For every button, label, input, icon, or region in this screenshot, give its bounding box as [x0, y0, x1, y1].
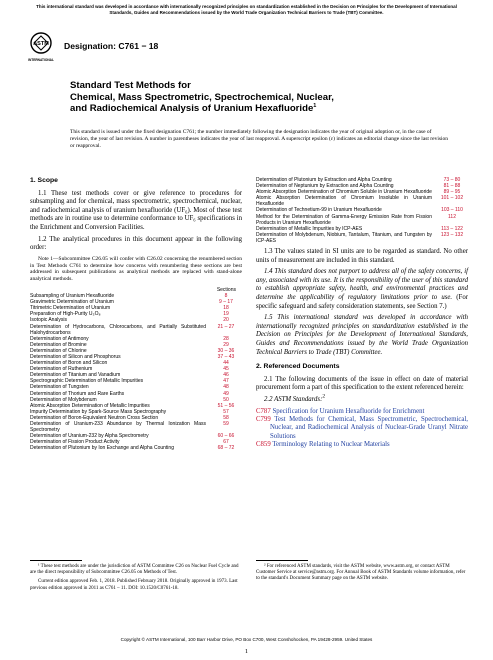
toc-title: Spectrographic Determination of Metallic Impurities — [30, 378, 144, 385]
toc-section-link[interactable]: 45 — [223, 366, 229, 373]
toc-title: Determination of Technetium-99 in Uranium Hexafluoride — [256, 207, 382, 214]
page-number: 1 — [244, 648, 249, 655]
toc-title: Isotopic Analysis — [30, 317, 67, 324]
toc-title: Determination of Antimony — [30, 335, 89, 342]
toc-section-link[interactable]: 112 — [448, 213, 456, 220]
sections-table-continued — [256, 177, 468, 244]
reference-title-link[interactable]: Specification for Uranium Hexafluoride for Enrichment — [272, 407, 425, 415]
toc-section-link[interactable]: 73 – 80 — [443, 177, 461, 183]
toc-title: Determination of Chlorine — [30, 347, 87, 354]
toc-row — [30, 421, 242, 433]
toc-section-link[interactable]: 49 — [223, 390, 229, 397]
standard-note: This standard is issued under the fixed designation C761; the number immediately following the designation indicates the year of original adoption or, in the case of revision, the year of last revision. A number in parentheses indicates the year of last reapproval. A superscript epsilon (ε) indicates an editorial change since the last revision or reapproval. — [70, 129, 449, 149]
toc-section-link[interactable]: 103 – 110 — [441, 207, 463, 214]
reference-item — [256, 441, 468, 449]
footnote-2: ² For referenced ASTM standards, visit the ASTM website, www.astm.org, or contact ASTM Customer Service at service@astm.org. For Annual Book of ASTM Standards volume information, refer to the standard's Document Summary page on the ASTM website. — [256, 564, 466, 582]
toc-section-link[interactable]: 113 – 122 — [441, 225, 463, 232]
title-line-1: Standard Test Methods for — [70, 80, 191, 91]
note-1: Note 1—Subcommittee C26.05 will confer with C26.02 concerning the renumbered section in Test Methods C761 to determine how concerns with renumbering these sections are best addressed in subsequent publications as analytical methods are replaced with stand-alone analytical methods. — [30, 255, 242, 283]
logo-text: INTERNATIONAL — [28, 58, 54, 62]
document-title — [70, 80, 430, 115]
toc-section-link[interactable]: 89 – 95 — [443, 189, 461, 196]
toc-title: Determination of Fission Product Activity — [30, 439, 120, 446]
toc-title: Determination of Uranium-233 Abundance by Thermal Ionization Mass Spectrometry — [30, 421, 206, 434]
footnote-1: ¹ These test methods are under the jurisdiction of ASTM Committee C26 on Nuclear Fuel Cycle and are the direct responsibility of Subcommittee C26.05 on Methods of Test. — [30, 564, 239, 576]
scope-heading: 1. Scope — [30, 177, 58, 184]
title-line-2: Chemical, Mass Spectrometric, Spectrochemical, Nuclear, — [70, 91, 334, 103]
toc-title: Titrimetric Determination of Uranium — [30, 305, 111, 312]
toc-section-link[interactable]: 101 – 102 — [440, 195, 464, 202]
toc-title: Determination of Molybdenum — [30, 396, 97, 403]
toc-title: Determination of Bromine — [30, 341, 87, 348]
toc-title: Atomic Absorption Determination of Metallic Impurities — [30, 402, 150, 409]
toc-section-link[interactable]: 46 — [223, 372, 229, 379]
toc-title: Determination of Neptunium by Extraction and Alpha Counting — [256, 183, 394, 190]
toc-title: Atomic Absorption Determination of Chromium Soluble in Uranium Hexafluoride — [256, 189, 432, 196]
toc-row — [256, 195, 468, 207]
paragraph-1-2: 1.2 The analytical procedures in this document appear in the following order: — [30, 235, 242, 252]
toc-section-link[interactable]: 81 – 88 — [443, 183, 461, 190]
toc-title: Determination of Thorium and Rare Earths — [30, 390, 125, 397]
copyright-footer: Copyright © ASTM International, 100 Barr Harbor Drive, PO Box C700, West Conshohocken, PA 19428-2959. United States — [120, 637, 373, 642]
paragraph-1-1: 1.1 These test methods cover or give reference to procedures for subsampling and for chemical, mass spectrometric, spectrochemical, nuclear, and radiochemical analysis of uranium hexafluoride (UF₆). Most of these test methods are in routine use to determine conformance to UF₆ specifications in the Enrichment and Conversion Facilities. — [30, 189, 242, 231]
reference-title-link[interactable]: Test Methods for Chemical, Mass Spectrometric, Spectrochemical, Nuclear, and Radiochemical Analysis of Nuclear-Grade Uranyl Nitrate Solutions — [270, 415, 469, 440]
title-line-3: and Radiochemical Analysis of Uranium Hexafluoride$^1$ — [70, 103, 317, 115]
toc-title: Determination of Boron-Equivalent Neutron Cross Section — [30, 414, 159, 421]
paragraph-2-1: 2.1 The following documents of the issue in effect on date of material procurement form a part of this specification to the extent referenced herein: — [256, 375, 468, 392]
toc-title: Gravimetric Determination of Uranium — [30, 299, 114, 306]
toc-section-link[interactable]: 47 — [223, 378, 229, 385]
designation: Designation: C761 − 18 — [64, 41, 159, 51]
toc-title: Determination of Metallic Impurities by ICP-AES — [256, 225, 363, 232]
reference-code-link[interactable]: C859 — [256, 441, 271, 449]
footnote-1-edition: Current edition approved Feb. 1, 2018. Published February 2018. Originally approved in 1973. Last previous edition approved in 2011 as C761 – 11. DOI: 10.1520/C0761-18. — [30, 579, 238, 591]
toc-section-link[interactable]: 48 — [223, 384, 229, 391]
toc-section-link[interactable]: 21 – 27 — [217, 323, 235, 330]
toc-title: Determination of Ruthenium — [30, 366, 93, 373]
toc-row — [30, 445, 242, 451]
toc-section-link[interactable]: 59 — [223, 421, 229, 427]
toc-section-link[interactable]: 60 – 66 — [217, 433, 235, 440]
toc-section-link[interactable]: 50 — [223, 396, 229, 403]
toc-section-link[interactable]: 19 — [223, 311, 229, 318]
toc-title: Atomic Absorption Determination of Chromium Insoluble in Uranium Hexafluoride — [256, 195, 432, 208]
toc-title: Determination of Uranium-232 by Alpha Spectrometry — [30, 433, 149, 440]
svg-text:ASTM: ASTM — [33, 41, 49, 47]
paragraph-1-4: 1.4 This standard does not purport to address all of the safety concerns, if any, associated with its use. It is the responsibility of the user of this standard to establish appropriate safety, health, and environmental practices and determine the applicability of regulatory limitations prior to use. (For specific safeguard and safety consideration statements, see Section 7.) — [256, 268, 469, 310]
toc-section-link[interactable]: 28 — [223, 335, 229, 342]
header-notice: This international standard was developed in accordance with internationally recognized principles on standardization established in the Decision on Principles for the Development of International Standards, Guides and Recommendations issued by the World Trade Organization Technical Barriers to Trade (TBT) Committee. — [36, 4, 457, 15]
toc-section-link[interactable]: 44 — [223, 360, 229, 367]
toc-section-link[interactable]: 51 – 56 — [217, 402, 235, 409]
reference-title-link[interactable]: Terminology Relating to Nuclear Materials — [272, 441, 390, 449]
toc-title: Impurity Determination by Spark-Source Mass Spectrography — [30, 408, 167, 415]
toc-section-link[interactable]: 18 — [223, 305, 229, 312]
reference-item — [256, 416, 468, 441]
toc-section-link[interactable]: 20 — [223, 317, 229, 324]
toc-section-link[interactable]: 58 — [223, 414, 229, 421]
referenced-documents-heading: 2. Referenced Documents — [256, 363, 340, 371]
paragraph-2-2: 2.2 ASTM Standards:$^2$ — [264, 393, 326, 403]
paragraph-1-5: 1.5 This international standard was developed in accordance with internationally recognized principles on standardization established in the Decision on Principles for the Development of International Standards, Guides and Recommendations issued by the World Trade Organization Technical Barriers to Trade (TBT) Committee. — [256, 314, 468, 356]
reference-code-link[interactable]: C799 — [256, 415, 271, 423]
toc-row — [256, 214, 468, 226]
toc-row — [256, 232, 468, 244]
sections-header: Sections — [216, 286, 236, 293]
toc-section-link[interactable]: 37 – 43 — [217, 353, 235, 360]
toc-row — [30, 324, 242, 336]
toc-section-link[interactable]: 8 — [224, 293, 228, 300]
astm-logo — [30, 32, 52, 65]
toc-title: Determination of Plutonium by Extraction and Alpha Counting — [256, 177, 392, 183]
reference-item — [256, 408, 468, 416]
left-column — [30, 177, 242, 451]
toc-section-link[interactable]: 57 — [223, 408, 229, 415]
toc-title: Determination of Boron and Silicon — [30, 360, 108, 367]
toc-section-link[interactable]: 67 — [223, 439, 229, 446]
toc-title: Determination of Titanium and Vanadium — [30, 372, 121, 379]
toc-title: Determination of Silicon and Phosphorus — [30, 353, 121, 360]
toc-title: Determination of Molybdenum, Niobium, Tantalum, Titanium, and Tungsten by ICP-AES — [256, 231, 432, 244]
footnotes-left — [30, 564, 242, 592]
toc-section-link[interactable]: 29 — [223, 341, 229, 348]
toc-section-link[interactable]: 68 – 72 — [217, 445, 235, 452]
paragraph-1-3: 1.3 The values stated in SI units are to be regarded as standard. No other units of measurement are included in this standard. — [256, 248, 468, 264]
toc-title: Determination of Hydrocarbons, Chlorocarbons, and Partially Substituted Halohydrocarbons — [30, 323, 206, 336]
toc-title: Determination of Tungsten — [30, 384, 89, 391]
toc-title: Subsampling of Uranium Hexafluoride — [30, 293, 115, 300]
toc-section-link[interactable]: 30 – 36 — [217, 347, 235, 354]
sections-table — [30, 287, 242, 452]
footnotes-right — [256, 564, 468, 583]
toc-title: Method for the Determination of Gamma-Energy Emission Rate from Fission Products in Uranium Hexafluoride — [256, 213, 432, 226]
toc-section-link[interactable]: 123 – 132 — [440, 231, 464, 238]
reference-code-link[interactable]: C787 — [256, 407, 271, 415]
toc-title: Determination of Plutonium by Ion Exchange and Alpha Counting — [30, 445, 174, 452]
right-column — [256, 177, 468, 450]
toc-title: Preparation of High-Purity U₃O₈ — [30, 311, 101, 318]
toc-section-link[interactable]: 9 – 17 — [219, 299, 233, 306]
